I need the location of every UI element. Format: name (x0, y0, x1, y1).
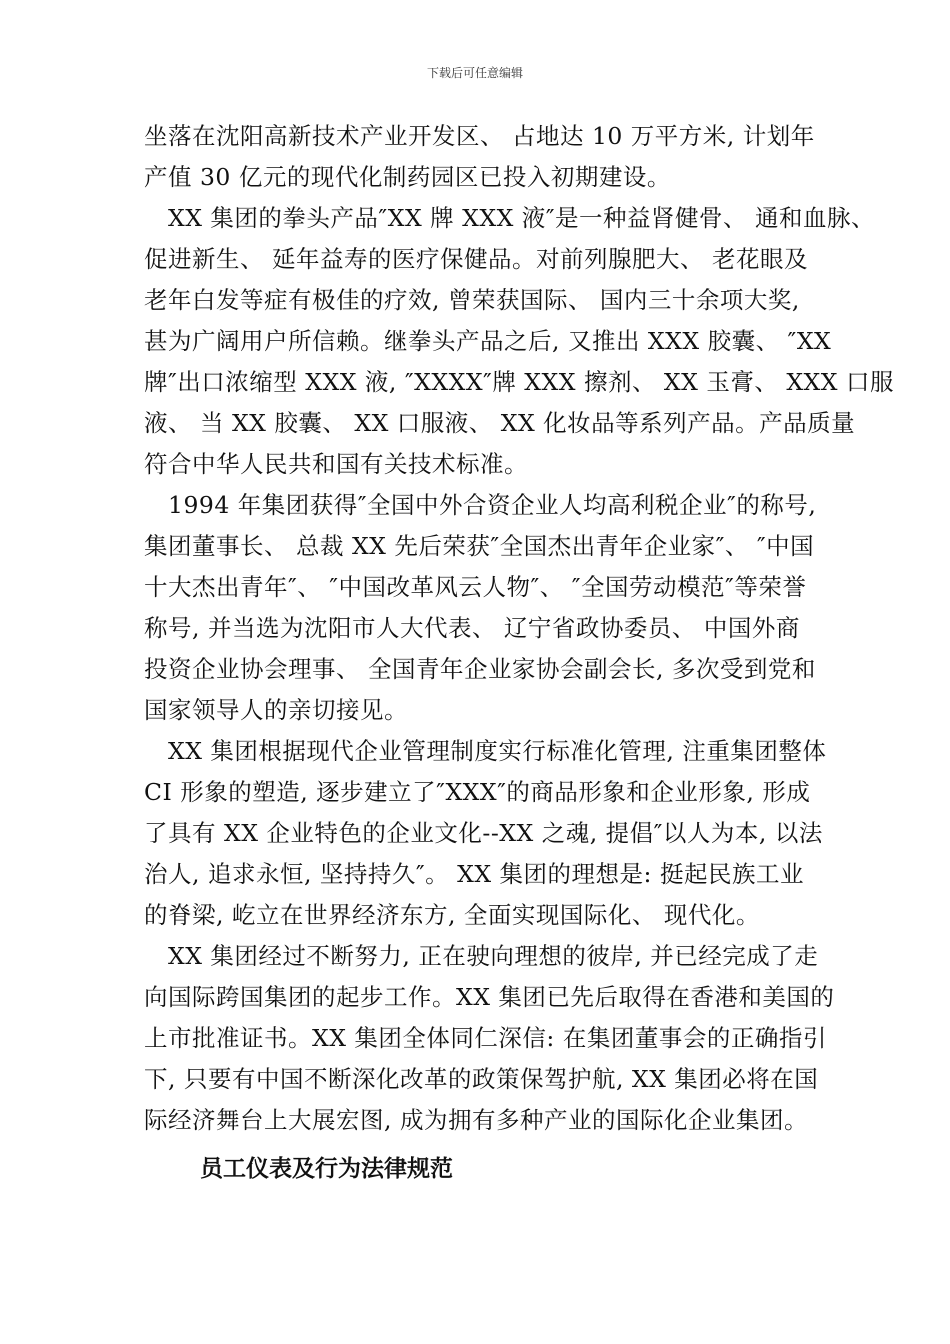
text-line: 向国际跨国集团的起步工作。XX 集团已先后取得在香港和美国的 (144, 983, 835, 1011)
text-line: 的脊梁, 屹立在世界经济东方, 全面实现国际化、 现代化。 (144, 901, 760, 929)
text-line: XX 集团根据现代企业管理制度实行标准化管理, 注重集团整体 (144, 737, 827, 765)
section-heading: 员工仪表及行为法律规范 (200, 1156, 453, 1182)
text-line: 上市批准证书。XX 集团全体同仁深信: 在集团董事会的正确指引 (144, 1024, 827, 1052)
text-line: 际经济舞台上大展宏图, 成为拥有多种产业的国际化企业集团。 (144, 1106, 808, 1134)
page-header: 下载后可任意编辑 (426, 66, 523, 80)
text-line: XX 集团的拳头产品″XX 牌 XXX 液″是一种益肾健骨、 通和血脉、 (144, 204, 876, 232)
text-line: 液、 当 XX 胶囊、 XX 口服液、 XX 化妆品等系列产品。产品质量 (144, 409, 856, 437)
text-line: 1994 年集团获得″全国中外合资企业人均高利税企业″的称号, (144, 491, 817, 519)
text-line: 坐落在沈阳高新技术产业开发区、 占地达 10 万平方米, 计划年 (144, 122, 815, 150)
text-line: 投资企业协会理事、 全国青年企业家协会副会长, 多次受到党和 (144, 655, 816, 683)
text-line: 产值 30 亿元的现代化制药园区已投入初期建设。 (144, 163, 671, 191)
text-line: 十大杰出青年″、 ″中国改革风云人物″、 ″全国劳动模范″等荣誉 (144, 573, 807, 601)
text-line: 了具有 XX 企业特色的企业文化--XX 之魂, 提倡″以人为本, 以法 (144, 819, 823, 847)
text-line: 牌″出口浓缩型 XXX 液, ″XXXX″牌 XXX 擦剂、 XX 玉膏、 XXX 口服 (144, 368, 894, 396)
text-line: 甚为广阔用户所信赖。继拳头产品之后, 又推出 XXX 胶囊、 ″XX (144, 327, 832, 355)
text-line: 老年白发等症有极佳的疗效, 曾荣获国际、 国内三十余项大奖, (144, 286, 800, 314)
text-line: 国家领导人的亲切接见。 (144, 696, 408, 724)
text-line: 集团董事长、 总裁 XX 先后荣获″全国杰出青年企业家″、 ″中国 (144, 532, 815, 560)
text-line: 符合中华人民共和国有关技术标准。 (144, 450, 528, 478)
text-line: 下, 只要有中国不断深化改革的政策保驾护航, XX 集团必将在国 (144, 1065, 819, 1093)
text-line: CI 形象的塑造, 逐步建立了″XXX″的商品形象和企业形象, 形成 (144, 778, 811, 806)
text-line: 称号, 并当选为沈阳市人大代表、 辽宁省政协委员、 中国外商 (144, 614, 800, 642)
text-line: 治人, 追求永恒, 坚持持久″。 XX 集团的理想是: 挺起民族工业 (144, 860, 804, 888)
text-line: XX 集团经过不断努力, 正在驶向理想的彼岸, 并已经完成了走 (144, 942, 819, 970)
text-line: 促进新生、 延年益寿的医疗保健品。对前列腺肥大、 老花眼及 (144, 245, 808, 273)
